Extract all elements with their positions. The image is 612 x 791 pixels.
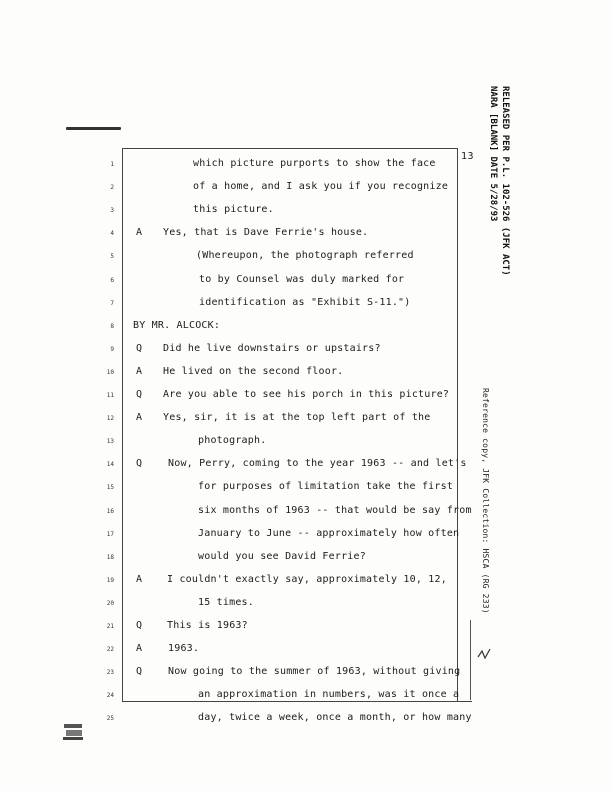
transcript-line [0, 481, 612, 504]
transcript-line [0, 274, 612, 297]
line-number: 24 [106, 692, 114, 700]
line-number: 18 [106, 553, 114, 561]
line-text: identification as "Exhibit S-11.") [199, 296, 411, 308]
line-text: for purposes of limitation take the first [198, 481, 454, 493]
speaker-marker: Q [136, 458, 143, 470]
transcript-line [0, 158, 612, 181]
line-text: I couldn't exactly say, approximately 10, 12, [167, 573, 447, 585]
line-number: 8 [110, 322, 114, 330]
line-number: 10 [106, 368, 114, 376]
line-text: January to June -- approximately how often [198, 527, 460, 539]
line-text: Now, Perry, coming to the year 1963 -- and let's [168, 458, 467, 470]
line-number: 16 [106, 507, 114, 515]
line-text: 1963. [168, 643, 200, 655]
speaker-marker: A [136, 227, 143, 239]
line-number: 17 [106, 530, 114, 538]
speaker-marker: A [136, 573, 143, 585]
line-text: Yes, that is Dave Ferrie's house. [163, 227, 369, 239]
line-number: 4 [110, 230, 114, 238]
line-number: 22 [106, 646, 114, 654]
line-number: 23 [106, 669, 114, 677]
line-number: 15 [106, 484, 114, 492]
scan-mark [66, 127, 121, 130]
line-text: Yes, sir, it is at the top left part of the [163, 412, 431, 424]
line-text: to by Counsel was duly marked for [199, 273, 405, 285]
page-number: 13 [461, 151, 475, 162]
transcript-line [0, 297, 612, 320]
line-number: 7 [110, 299, 114, 307]
reference-stamp: Reference copy, JFK Collection: HSCA (RG 233) [481, 388, 490, 614]
speaker-marker: A [136, 643, 143, 655]
speaker-marker: Q [136, 389, 143, 400]
line-number: 1 [110, 161, 114, 168]
line-number: 5 [110, 253, 114, 261]
line-number: 25 [106, 715, 114, 723]
transcript-line [0, 620, 612, 643]
line-text: an approximation in numbers, was it once a [198, 689, 460, 701]
transcript-line [0, 343, 612, 366]
transcript-line [0, 181, 612, 204]
line-number: 3 [110, 207, 114, 215]
transcript-line [0, 528, 612, 551]
line-text: would you see David Ferrie? [198, 550, 366, 562]
transcript-line [0, 320, 612, 343]
speaker-marker: Q [136, 620, 143, 631]
line-number: 2 [110, 184, 114, 192]
line-text: day, twice a week, once a month, or how many [198, 712, 472, 724]
line-text: This is 1963? [167, 620, 248, 631]
speaker-marker: Q [136, 666, 143, 678]
line-text: 15 times. [198, 596, 254, 608]
line-text: six months of 1963 -- that would be say from [198, 504, 472, 516]
transcript-line [0, 412, 612, 435]
line-number: 20 [106, 599, 114, 607]
line-number: 14 [106, 461, 114, 469]
line-text: Are you able to see his porch in this picture? [163, 389, 450, 400]
transcript-line [0, 389, 612, 412]
frame-top-rule [122, 148, 457, 149]
line-text: of a home, and I ask you if you recognize [193, 181, 449, 193]
line-number: 6 [110, 276, 114, 284]
transcript-line [0, 712, 612, 735]
transcript-line [0, 204, 612, 227]
speaker-marker: A [136, 412, 143, 424]
line-text: Now going to the summer of 1963, without giving [168, 666, 461, 678]
transcript-line [0, 505, 612, 528]
transcript-line [0, 250, 612, 273]
transcript-line [0, 458, 612, 481]
release-stamp-line2: NARA [BLANK] DATE 5/28/93 [488, 86, 498, 222]
transcript-line [0, 597, 612, 620]
speaker-marker: A [136, 365, 143, 377]
line-text: Did he live downstairs or upstairs? [163, 342, 381, 354]
transcript-line [0, 366, 612, 389]
release-stamp-line1: RELEASED PER P.L. 102-526 (JFK ACT) [500, 86, 510, 276]
transcript-line [0, 643, 612, 666]
transcript-line [0, 227, 612, 250]
transcript-line [0, 574, 612, 597]
speaker-marker: Q [136, 342, 143, 354]
line-text: photograph. [198, 435, 267, 447]
line-text: He lived on the second floor. [163, 365, 344, 377]
transcript-line [0, 666, 612, 689]
line-number: 11 [106, 392, 114, 399]
line-text: this picture. [193, 204, 274, 216]
line-text: which picture purports to show the face [193, 158, 436, 169]
line-text: BY MR. ALCOCK: [133, 319, 221, 331]
line-number: 13 [106, 438, 114, 446]
transcript-line [0, 551, 612, 574]
line-number: 9 [110, 345, 114, 353]
transcript-line [0, 435, 612, 458]
line-number: 19 [106, 576, 114, 584]
line-number: 12 [106, 415, 114, 423]
line-text: (Whereupon, the photograph referred [196, 250, 414, 262]
line-number: 21 [106, 623, 114, 630]
transcript-line [0, 689, 612, 712]
